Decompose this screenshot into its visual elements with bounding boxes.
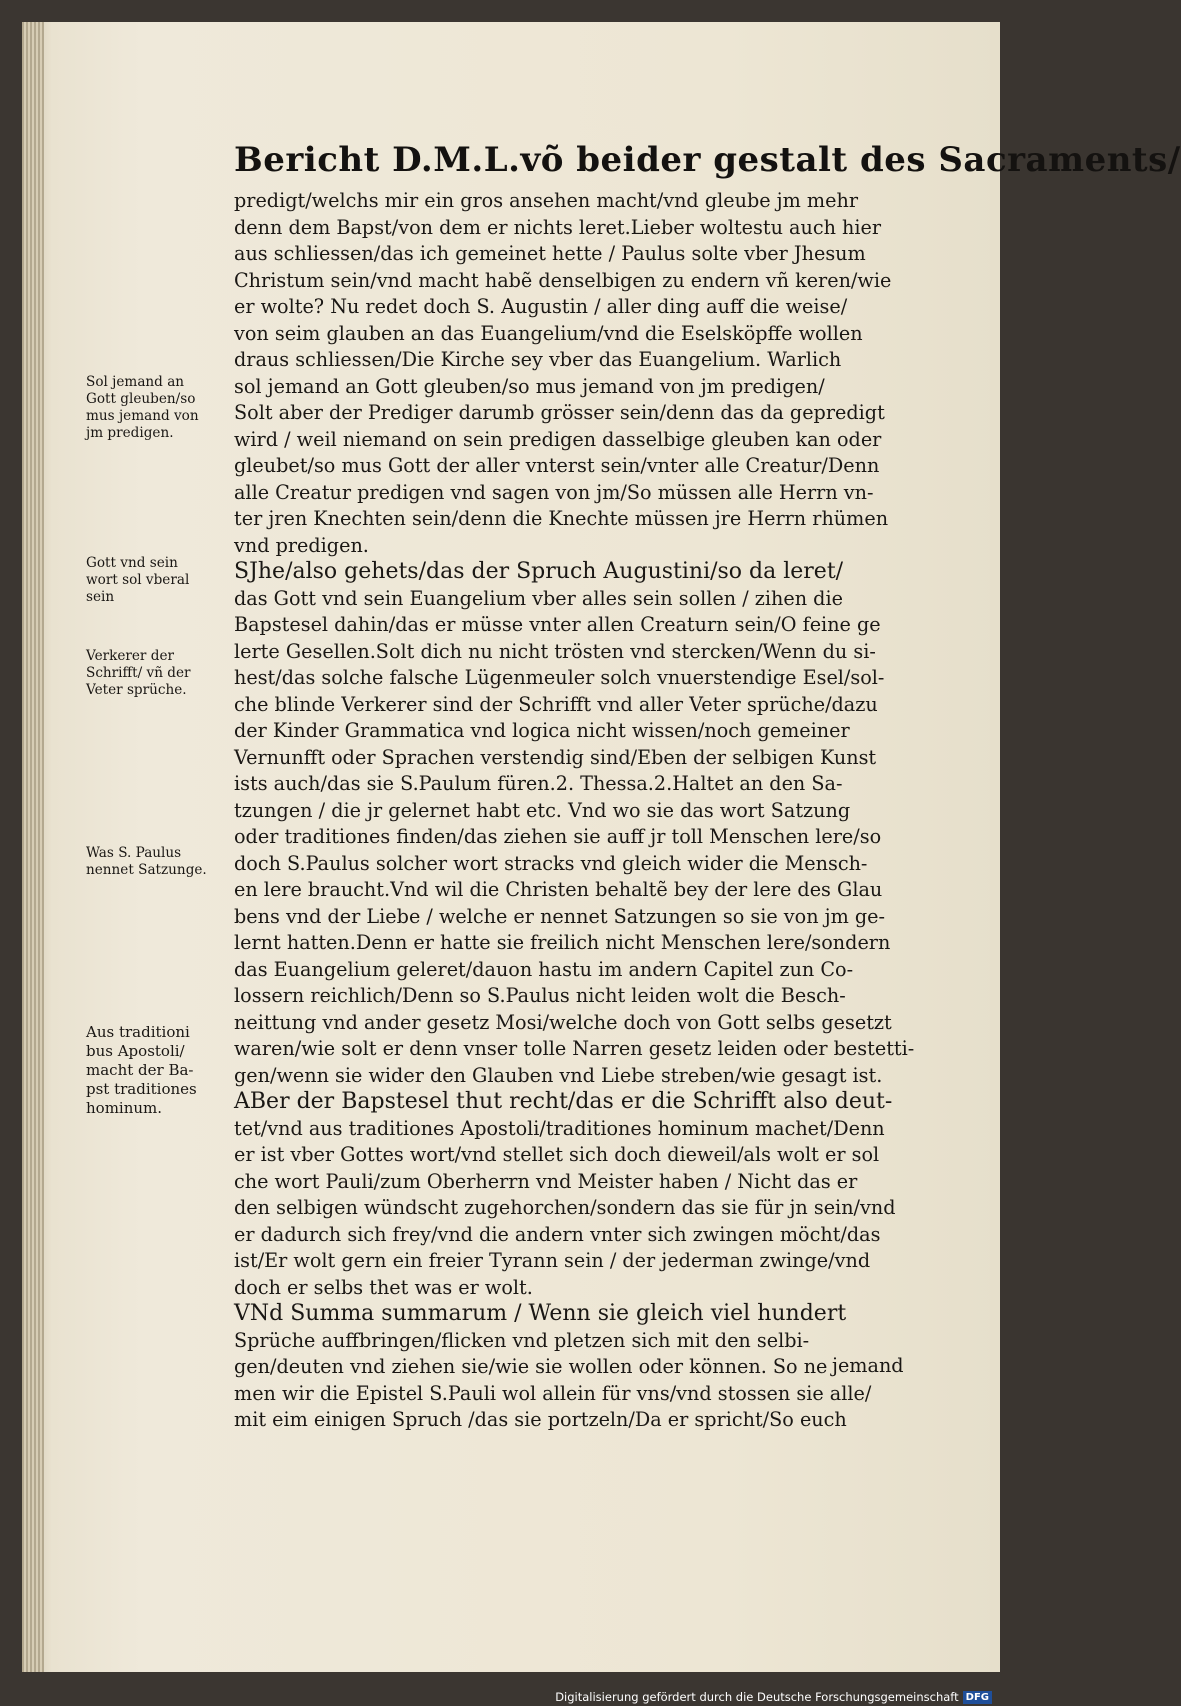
margin-note-line: mus jemand von: [86, 408, 199, 424]
text-line: che wort Pauli/zum Oberherrn vnd Meister haben / Nicht das er: [234, 1169, 858, 1193]
margin-note-line: wort sol vberal: [86, 572, 190, 588]
text-line: che blinde Verkerer sind der Schrifft vnd aller Veter sprüche/dazu: [234, 692, 878, 716]
text-line: ter jren Knechten sein/denn die Knechte müssen jre Herrn rhümen: [234, 507, 889, 530]
text-line: ABer der Bapstesel thut recht/das er die Schrifft also deut-: [234, 1089, 893, 1114]
text-line: gleubet/so mus Gott der aller vnterst sein/vnter alle Creatur/Denn: [234, 454, 880, 477]
page-edge: [22, 22, 44, 1672]
main-text: [234, 188, 914, 1434]
margin-note-line: macht der Ba-: [86, 1061, 194, 1079]
text-line: Vernunfft oder Sprachen verstendig sind/Eben der selbigen Kunst: [234, 745, 877, 769]
margin-note-line: Verkerer der: [86, 648, 175, 664]
margin-note: [86, 374, 236, 442]
margin-note-line: hominum.: [86, 1099, 163, 1117]
margin-note: [86, 648, 236, 699]
margin-note-line: jm predigen.: [86, 425, 174, 441]
text-line: Sprüche auffbringen/flicken vnd pletzen sich mit den selbi-: [234, 1328, 810, 1352]
text-line: das Euangelium geleret/dauon hastu im andern Capitel zun Co-: [234, 957, 854, 981]
text-line: sol jemand an Gott gleuben/so mus jemand von jm predigen/: [234, 374, 825, 398]
text-line: aus schliessen/das ich gemeinet hette / Paulus solte vber Jhesum: [234, 242, 866, 265]
text-line: er wolte? Nu redet doch S. Augustin / aller ding auff die weise/: [234, 295, 848, 318]
margin-note-line: Was S. Paulus: [86, 845, 182, 861]
margin-note-line: Gott gleuben/so: [86, 391, 196, 407]
text-line: er ist vber Gottes wort/vnd stellet sich doch dieweil/als wolt er sol: [234, 1143, 880, 1166]
margin-note-line: Veter sprüche.: [86, 682, 187, 698]
margin-note-line: bus Apostoli/: [86, 1042, 185, 1060]
text-line: neittung vnd ander gesetz Mosi/welche doch von Gott selbs gesetzt: [234, 1010, 892, 1034]
text-line: hest/das solche falsche Lügenmeuler solch vnuerstendige Esel/sol-: [234, 666, 885, 689]
text-line: vnd predigen.: [234, 533, 369, 557]
text-line: men wir die Epistel S.Pauli wol allein für vns/vnd stossen sie alle/: [234, 1381, 872, 1405]
text-line: Solt aber der Prediger darumb grösser sein/denn das da gepredigt: [234, 401, 885, 424]
text-line: mit eim einigen Spruch /das sie portzeln/Da er spricht/So euch: [234, 1408, 847, 1431]
text-line: doch S.Paulus solcher wort stracks vnd gleich wider die Mensch-: [234, 851, 868, 875]
margin-note: [86, 845, 236, 879]
text-line: das Gott vnd sein Euangelium vber alles sein sollen / zihen die: [234, 586, 843, 610]
text-line: en lere braucht.Vnd wil die Christen behaltẽ bey der lere des Glau: [234, 878, 883, 901]
margin-note-line: sein: [86, 589, 115, 605]
margin-note-line: Aus traditioni: [86, 1023, 190, 1041]
text-line: gen/deuten vnd ziehen sie/wie sie wollen oder können. So ne: [234, 1355, 828, 1378]
text-line: SJhe/also gehets/das der Spruch Augustini/so da leret/: [234, 559, 844, 584]
text-line: lerte Gesellen.Solt dich nu nicht trösten vnd stercken/Wenn du si-: [234, 639, 876, 663]
margin-note: [86, 1023, 236, 1118]
text-line: tzungen / die jr gelernet habt etc. Vnd wo sie das wort Satzung: [234, 798, 851, 822]
text-line: lernt hatten.Denn er hatte sie freilich nicht Menschen lere/sondern: [234, 931, 891, 954]
text-line: ists auch/das sie S.Paulum füren.2. Thessa.2.Haltet an den Sa-: [234, 772, 843, 795]
text-line: gen/wenn sie wider den Glauben vnd Liebe streben/wie gesagt ist.: [234, 1063, 883, 1087]
footer-text: Digitalisierung gefördert durch die Deutsche Forschungsgemeinschaft: [555, 1690, 959, 1704]
text-line: predigt/welchs mir ein gros ansehen macht/vnd gleube jm mehr: [234, 189, 859, 212]
margin-note-line: pst traditiones: [86, 1080, 197, 1098]
text-line: Bapstesel dahin/das er müsse vnter allen Creaturn sein/O feine ge: [234, 613, 881, 636]
text-line: wird / weil niemand on sein predigen dasselbige gleuben kan oder: [234, 427, 882, 451]
margin-note-line: Gott vnd sein: [86, 555, 178, 571]
text-line: alle Creatur predigen vnd sagen von jm/So müssen alle Herrn vn-: [234, 480, 874, 504]
margin-note-line: nennet Satzunge.: [86, 862, 207, 878]
text-line: oder traditiones finden/das ziehen sie auff jr toll Menschen lere/so: [234, 825, 882, 848]
dfg-logo: DFG: [963, 1691, 992, 1704]
text-line: er dadurch sich frey/vnd die andern vnter sich zwingen möcht/das: [234, 1222, 881, 1246]
text-line: der Kinder Grammatica vnd logica nicht wissen/noch gemeiner: [234, 719, 850, 742]
text-line: lossern reichlich/Denn so S.Paulus nicht leiden wolt die Besch-: [234, 984, 846, 1007]
text-line: bens vnd der Liebe / welche er nennet Satzungen so sie von jm ge-: [234, 904, 886, 928]
running-header: Bericht D.M.L.võ beider gestalt des Sacraments/: [234, 140, 1181, 180]
margin-note-line: Schrifft/ vñ der: [86, 665, 191, 681]
footer-credit: [555, 1688, 992, 1706]
text-line: doch er selbs thet was er wolt.: [234, 1275, 533, 1299]
margin-note-line: Sol jemand an: [86, 374, 185, 390]
catchword: jemand: [832, 1354, 904, 1377]
text-line: VNd Summa summarum / Wenn sie gleich viel hundert: [234, 1301, 847, 1326]
text-line: Christum sein/vnd macht habẽ denselbigen zu endern vñ keren/wie: [234, 268, 892, 292]
text-line: draus schliessen/Die Kirche sey vber das Euangelium. Warlich: [234, 348, 842, 371]
text-line: tet/vnd aus traditiones Apostoli/traditiones hominum machet/Denn: [234, 1116, 885, 1140]
text-line: waren/wie solt er denn vnser tolle Narren gesetz leiden oder bestetti-: [234, 1037, 915, 1060]
text-line: ist/Er wolt gern ein freier Tyrann sein / der jederman zwinge/vnd: [234, 1249, 871, 1272]
text-line: den selbigen wündscht zugehorchen/sondern das sie für jn sein/vnd: [234, 1196, 896, 1219]
text-line: von seim glauben an das Euangelium/vnd die Eselsköpffe wollen: [234, 321, 863, 345]
text-line: denn dem Bapst/von dem er nichts leret.Lieber woltestu auch hier: [234, 215, 882, 239]
margin-note: [86, 555, 236, 606]
